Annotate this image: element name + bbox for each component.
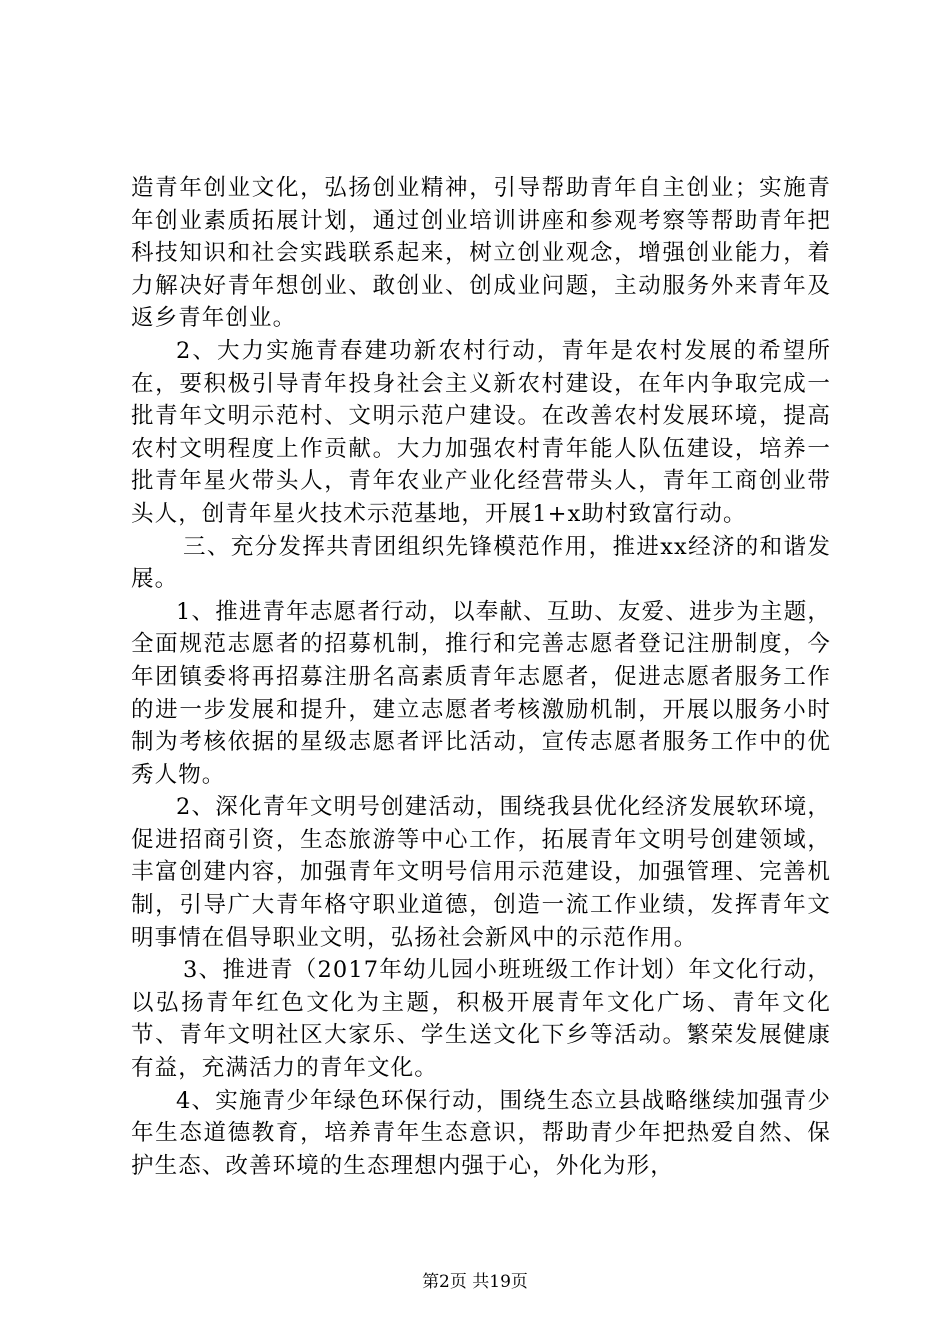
- section-heading-3: 三、充分发挥共青团组织先锋模范作用，推进xx经济的和谐发展。: [131, 533, 831, 593]
- paragraph-2: 2、大力实施青春建功新农村行动，青年是农村发展的希望所在，要积极引导青年投身社会主义新农村建设，在年内争取完成一批青年文明示范村、文明示范户建设。在改善农村发展环境，提高农村文明程度上作贡献。大力加强农村青年能人队伍建设，培养一批青年星火带头人，青年农业产业化经营带头人，青年工商创业带头人，创青年星火技术示范基地，开展1+x助村致富行动。: [131, 337, 831, 527]
- paragraph-1: 造青年创业文化，弘扬创业精神，引导帮助青年自主创业；实施青年创业素质拓展计划，通过创业培训讲座和参观考察等帮助青年把科技知识和社会实践联系起来，树立创业观念，增强创业能力，着力解决好青年想创业、敢创业、创成业问题，主动服务外来青年及返乡青年创业。: [131, 175, 831, 332]
- paragraph-3-3: 3、推进青（2017年幼儿园小班班级工作计划）年文化行动，以弘扬青年红色文化为主题，积极开展青年文化广场、青年文化节、青年文明社区大家乐、学生送文化下乡等活动。繁荣发展健康有益，充满活力的青年文化。: [131, 957, 831, 1082]
- paragraph-3-1: 1、推进青年志愿者行动，以奉献、互助、友爱、进步为主题，全面规范志愿者的招募机制，推行和完善志愿者登记注册制度，今年团镇委将再招募注册名高素质青年志愿者，促进志愿者服务工作的进一步发展和提升，建立志愿者考核激励机制，开展以服务小时制为考核依据的星级志愿者评比活动，宣传志愿者服务工作中的优秀人物。: [131, 598, 831, 788]
- paragraph-3-4: 4、实施青少年绿色环保行动，围绕生态立县战略继续加强青少年生态道德教育，培养青年生态意识，帮助青少年把热爱自然、保护生态、改善环境的生态理想内强于心，外化为形，: [131, 1087, 831, 1179]
- paragraph-3-2: 2、深化青年文明号创建活动，围绕我县优化经济发展软环境，促进招商引资，生态旅游等中心工作，拓展青年文明号创建领域，丰富创建内容，加强青年文明号信用示范建设，加强管理、完善机制，引导广大青年格守职业道德，创造一流工作业绩，发挥青年文明事情在倡导职业文明，弘扬社会新风中的示范作用。: [131, 794, 831, 951]
- document-body: [131, 172, 831, 1182]
- page-footer: 第2页 共19页: [422, 1272, 528, 1292]
